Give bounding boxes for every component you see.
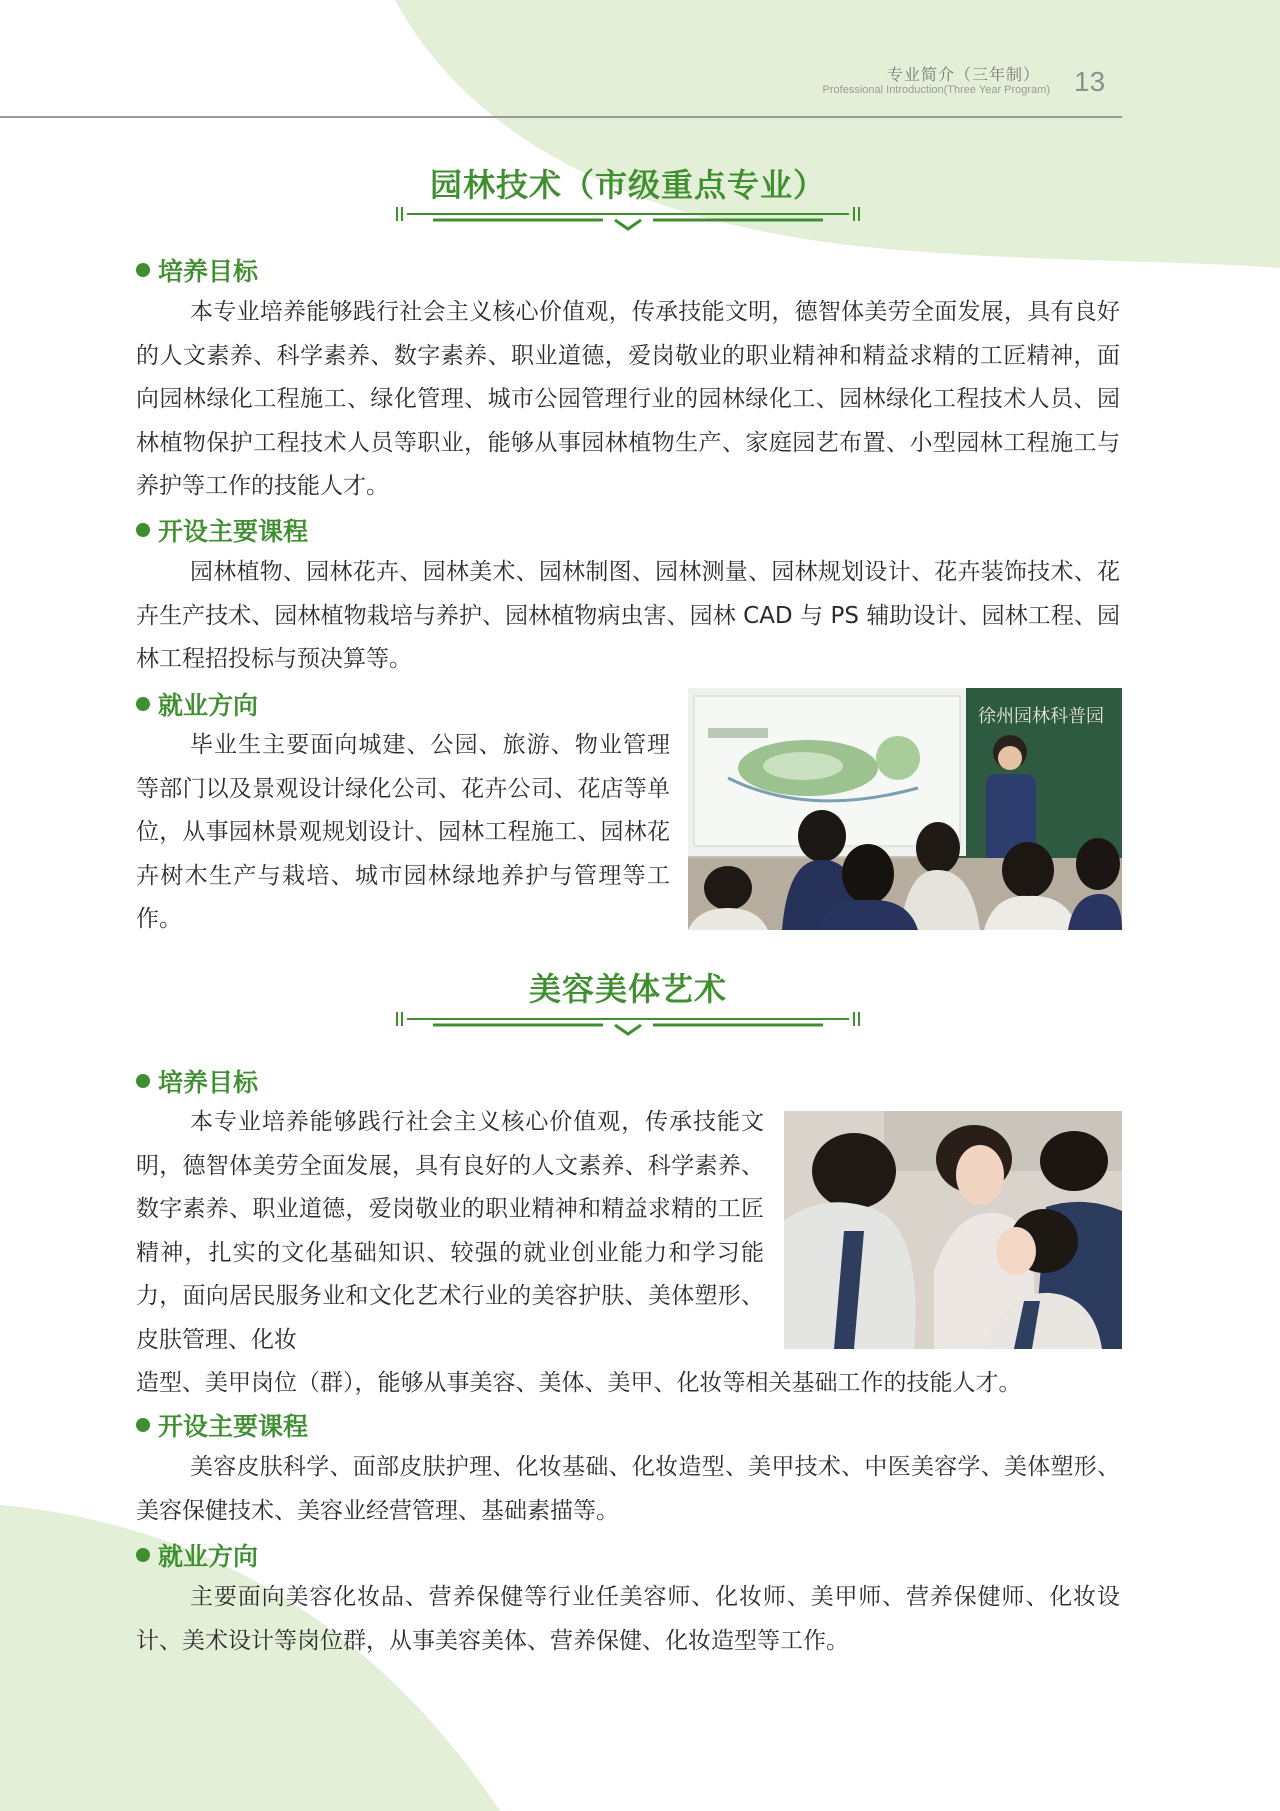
classroom-photo — [688, 688, 1122, 930]
career-paragraph: 毕业生主要面向城建、公园、旅游、物业管理等部门以及景观设计绿化公司、花卉公司、花店等单位，从事园林景观规划设计、园林工程施工、园林花卉树木生产与栽培、城市园林绿地养护与管理等工作。 — [136, 732, 670, 932]
courses-paragraph: 园林植物、园林花卉、园林美术、园林制图、园林测量、园林规划设计、花卉装饰技术、花卉生产技术、园林植物栽培与养护、园林植物病虫害、园林 CAD 与 PS 辅助设计、园林工程、园林工程招投标与预决算等。 — [136, 559, 1120, 672]
career-paragraph: 主要面向美容化妆品、营养保健等行业任美容师、化妆师、美甲师、营养保健师、化妆设计、美术设计等岗位群，从事美容美体、营养保健、化妆造型等工作。 — [136, 1584, 1120, 1654]
heading-career: 就业方向 — [136, 1537, 258, 1573]
blackboard-text: 徐州园林科普园 — [978, 706, 1104, 727]
bullet-dot — [136, 697, 150, 711]
bullet-dot — [136, 1074, 150, 1088]
header-divider — [0, 116, 1122, 118]
courses-paragraph: 美容皮肤科学、面部皮肤护理、化妆基础、化妆造型、美甲技术、中医美容学、美体塑形、美容保健技术、美容业经营管理、基础素描等。 — [136, 1454, 1120, 1524]
bullet-dot — [136, 263, 150, 277]
bullet-dot — [136, 1418, 150, 1432]
section-title-landscape: 园林技术（市级重点专业） — [429, 166, 826, 204]
heading-goal: 培养目标 — [136, 1063, 258, 1099]
goal-paragraph: 本专业培养能够践行社会主义核心价值观，传承技能文明，德智体美劳全面发展，具有良好的人文素养、科学素养、数字素养、职业道德，爱岗敬业的职业精神和精益求精的工匠精神，面向园林绿化工程施工、绿化管理、城市公园管理行业的园林绿化工、园林绿化工程技术人员、园林植物保护工程技术人员等职业，能够从事园林植物生产、家庭园艺布置、小型园林工程施工与养护等工作的技能人才。 — [136, 299, 1120, 499]
title-ornament — [393, 1010, 863, 1038]
header-title: 专业简介（三年制） — [886, 65, 1040, 84]
header-subtitle: Professional Introduction(Three Year Program) — [822, 84, 1050, 96]
makeup-class-photo — [784, 1111, 1122, 1349]
goal-paragraph: 本专业培养能够践行社会主义核心价值观，传承技能文明，德智体美劳全面发展，具有良好的人文素养、科学素养、数字素养、职业道德，爱岗敬业的职业精神和精益求精的工匠精神，扎实的文化基础知识、较强的就业创业能力和学习能力，面向居民服务业和文化艺术行业的美容护肤、美体塑形、皮肤管理、化妆 — [136, 1109, 764, 1353]
heading-goal: 培养目标 — [136, 252, 258, 288]
section-title-beauty: 美容美体艺术 — [528, 970, 727, 1008]
goal-paragraph-tail: 造型、美甲岗位（群），能够从事美容、美体、美甲、化妆等相关基础工作的技能人才。 — [136, 1370, 1022, 1396]
heading-courses: 开设主要课程 — [136, 512, 308, 548]
bullet-dot — [136, 523, 150, 537]
heading-career: 就业方向 — [136, 686, 258, 722]
title-ornament — [393, 205, 863, 233]
heading-courses: 开设主要课程 — [136, 1407, 308, 1443]
bullet-dot — [136, 1548, 150, 1562]
page-number: 13 — [1074, 66, 1106, 97]
